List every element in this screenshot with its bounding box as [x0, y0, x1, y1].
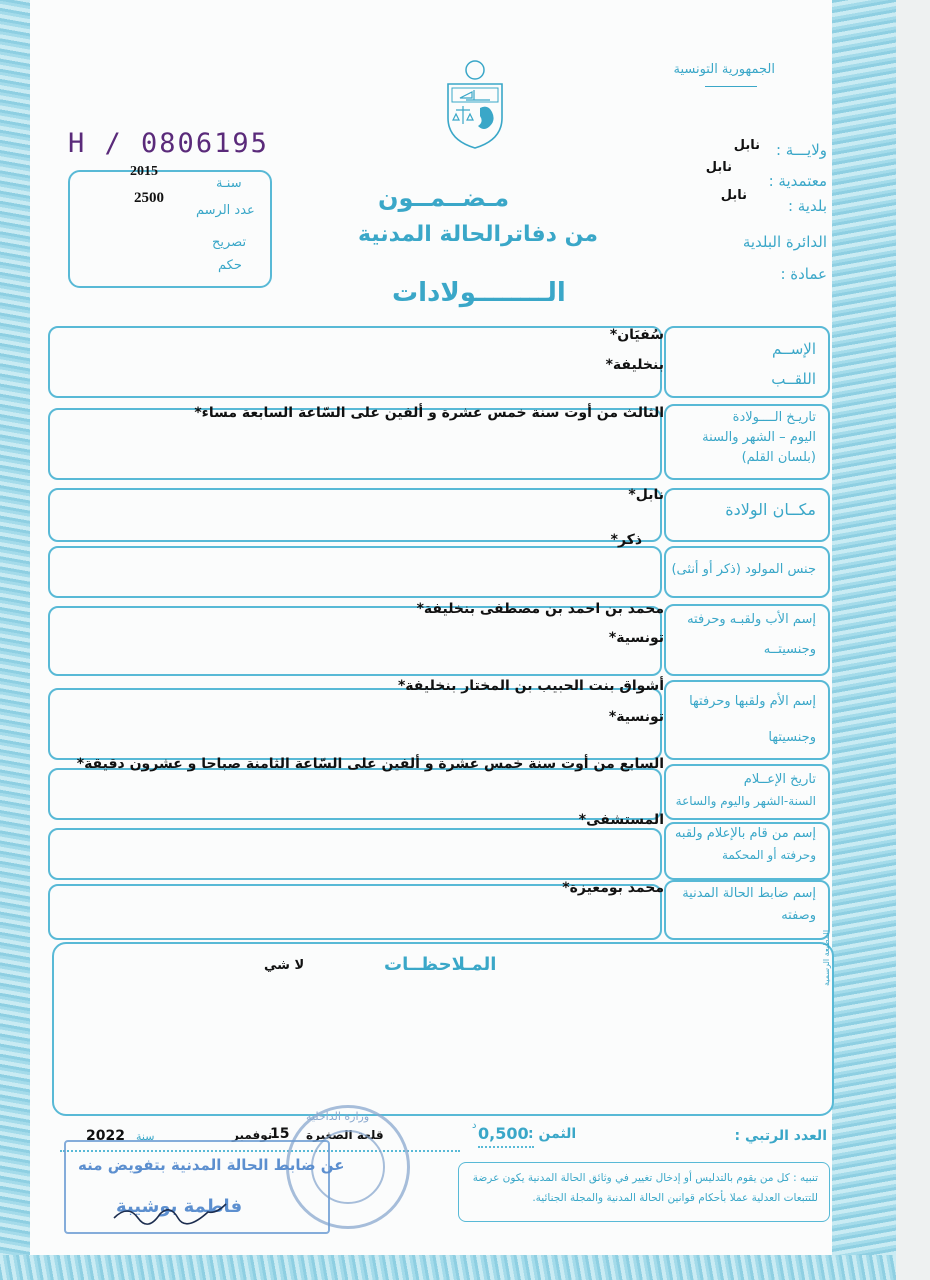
row-label: السنة-الشهر واليوم والساعة — [675, 794, 816, 808]
row-value-box — [48, 546, 662, 598]
row-value-box — [48, 326, 662, 398]
row-label: وجنسيتها — [768, 730, 816, 745]
row-label: تاريخ الإعــلام — [743, 772, 816, 787]
price-underline — [478, 1146, 534, 1148]
document-serial-number: H / 0806195 — [68, 128, 269, 159]
row-label: اليوم – الشهر والسنة — [702, 430, 816, 445]
signature-icon — [110, 1198, 230, 1228]
stamp-line-1: عن ضابط الحالة المدنية بتفويض منه — [78, 1156, 345, 1174]
row-label: الإســم — [771, 340, 816, 358]
title-line-1: مـضــمــون — [378, 184, 510, 212]
row-value: أشواق بنت الحبيب بن المختار بنخليفة* — [397, 678, 664, 694]
stamp-line-2: فاطمة بوشيبة — [116, 1196, 243, 1217]
row-label: وصفته — [781, 908, 816, 923]
omada-label: عمادة : — [780, 265, 827, 283]
decorative-border-right — [832, 0, 896, 1270]
year-label: سنـة — [216, 176, 242, 191]
issue-year: 2022 — [86, 1128, 125, 1144]
row-value: محمد بومعيزة* — [562, 880, 664, 896]
row-value-box — [48, 688, 662, 760]
mootamadia-value: نابل — [705, 160, 732, 175]
issue-year-label: سنة — [136, 1130, 155, 1143]
baladia-value: نابل — [720, 188, 747, 203]
issue-day: 15 — [270, 1126, 290, 1142]
row-label: إسم ضابط الحالة المدنية — [682, 886, 816, 901]
number-label: عدد الرسم — [196, 203, 255, 218]
row-label: تاريـخ الــــولادة — [732, 410, 816, 425]
legal-notice-text: تنبيه : كل من يقوم بالتدليس أو إدخال تغيير في وثائق الحالة المدنية يكون عرضة للتتبعات العدلية عملا بأحكام قوانين الحالة المدنية والمجلة الجنائية. — [472, 1172, 818, 1204]
row-value: السابع من أوت سنة خمس عشرة و ألفين على السّاعة الثامنة صباحا و عشرون دقيقة* — [76, 756, 664, 772]
row-value: نابل* — [628, 487, 664, 503]
row-label: مكــان الولادة — [725, 500, 816, 519]
wilaya-value: نابل — [733, 138, 760, 153]
issue-place: قلعة الصغيرة — [306, 1128, 384, 1142]
republic-title: الجمهورية التونسية — [673, 62, 775, 77]
price-value: 0,500 — [478, 1124, 529, 1143]
seal-text: وزارة الداخلية — [306, 1110, 370, 1123]
wilaya-label: ولايـــة : — [775, 141, 827, 159]
printer-mark: المطبعة الرسمية — [822, 929, 831, 986]
price-unit: د — [472, 1120, 477, 1131]
issue-month: نوفمبر — [232, 1128, 273, 1142]
row-value-box — [48, 768, 662, 820]
row-value: محمد بن احمد بن مصطفى بنخليفة* — [416, 601, 664, 617]
price-label: الثمن : — [528, 1126, 577, 1142]
judgment-label: حكم — [218, 258, 242, 273]
row-value: سُفيَان* — [609, 327, 664, 343]
number-value: 2500 — [134, 190, 164, 206]
row-label: إسم الأب ولقبـه وحرفته — [687, 612, 816, 627]
row-label-box — [664, 680, 830, 760]
row-value: تونسية* — [608, 709, 664, 725]
republic-underline — [705, 86, 757, 87]
declaration-label: تصريح — [212, 235, 247, 250]
mootamadia-label: معتمدية : — [768, 172, 827, 190]
daira-label: الدائرة البلدية — [742, 233, 827, 251]
row-value-box — [48, 488, 662, 542]
decorative-border-bottom — [0, 1255, 900, 1280]
row-label: وحرفته أو المحكمة — [721, 848, 816, 862]
row-label: وجنسيتــه — [763, 642, 816, 657]
year-value: 2015 — [130, 164, 158, 179]
row-value: تونسية* — [608, 630, 664, 646]
row-value: الثالث من أوت سنة خمس عشرة و ألفين على السّاعة السابعة مساء* — [194, 405, 664, 421]
row-label: إسم الأم ولقبها وحرفتها — [689, 694, 816, 709]
title-line-2: من دفاترالحالة المدنية — [358, 222, 599, 247]
remarks-value: لا شي — [264, 958, 305, 973]
serial-order-label: العدد الرتبي : — [734, 1128, 827, 1144]
row-value: بنخليفة* — [605, 357, 664, 373]
row-value: ذكر* — [610, 532, 642, 548]
row-label: اللقــب — [771, 370, 816, 388]
row-label: إسم من قام بالإعلام ولقبه — [674, 826, 816, 841]
baladia-label: بلدية : — [787, 197, 827, 215]
row-value: المستشفى* — [578, 812, 664, 828]
section-title: الــــــــولادات — [392, 278, 566, 308]
decorative-border-left — [0, 0, 30, 1270]
row-label: (بلسان القلم) — [741, 450, 816, 465]
row-label: جنس المولود (ذكر أو أنثى) — [671, 562, 816, 577]
background-edge — [896, 0, 930, 1280]
remarks-label: المـلاحظــات — [384, 954, 497, 975]
tunisia-coat-of-arms-icon — [444, 58, 506, 150]
row-value-box — [48, 828, 662, 880]
